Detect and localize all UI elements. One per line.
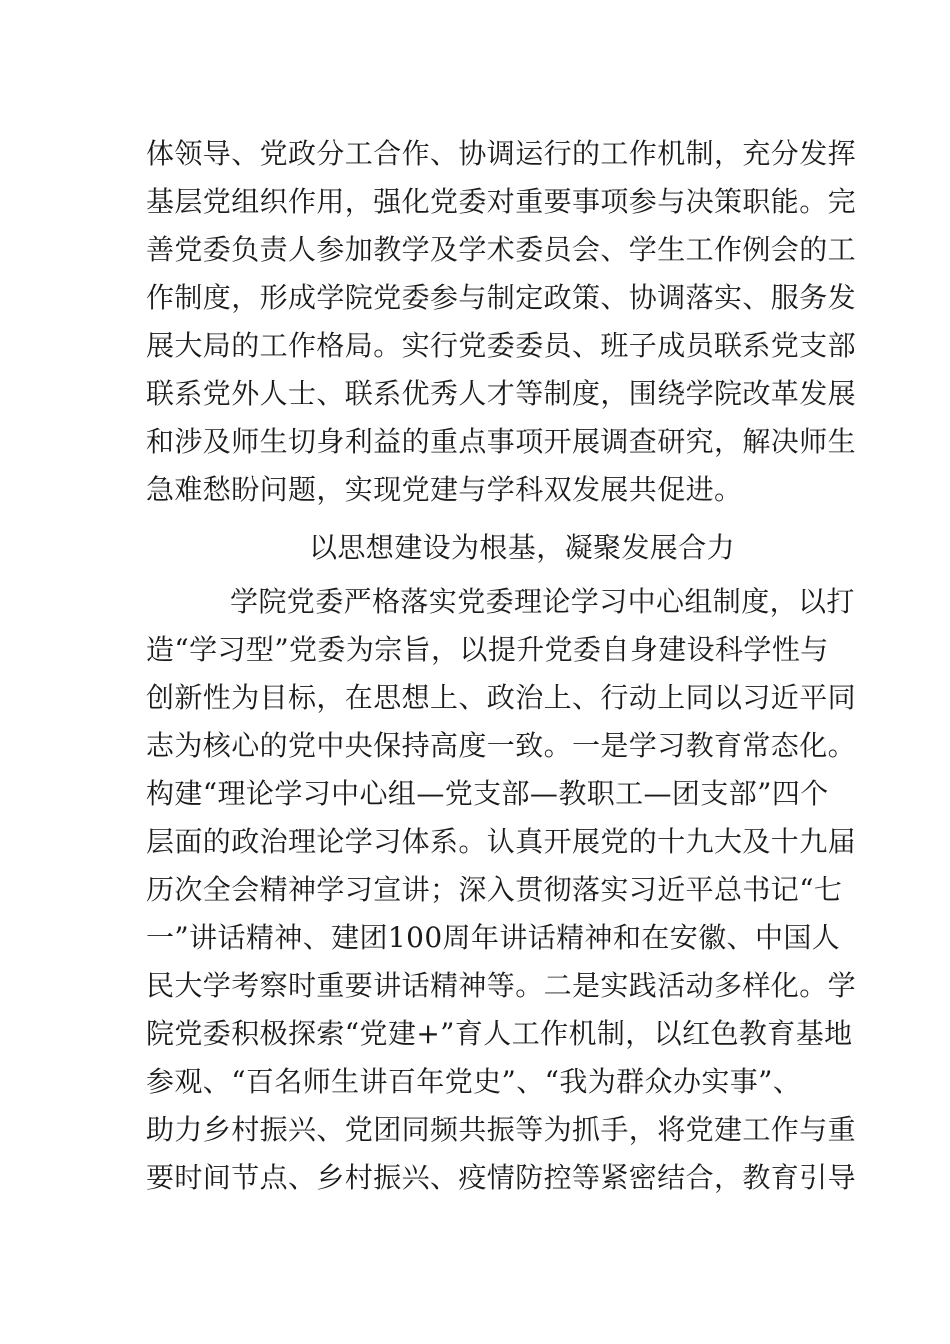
paragraph-line: 参观、“百名师生讲百年党史”、“我为群众办实事”、 [146, 1065, 802, 1098]
paragraph-line: 民大学考察时重要讲话精神等。二是实践活动多样化。学 [146, 969, 857, 1002]
section-heading: 以思想建设为根基，凝聚发展合力 [309, 531, 736, 564]
paragraph-line: 创新性为目标，在思想上、政治上、行动上同以习近平同 [146, 681, 857, 714]
paragraph-line: 助力乡村振兴、党团同频共振等为抓手，将党建工作与重 [146, 1113, 857, 1146]
paragraph-line: 院党委积极探索“党建+”育人工作机制，以红色教育基地 [146, 1017, 853, 1050]
paragraph-line: 学院党委严格落实党委理论学习中心组制度，以打 [230, 585, 855, 618]
paragraph-line: 一”讲话精神、建团100周年讲话精神和在安徽、中国人 [146, 921, 841, 954]
paragraph-line: 构建“理论学习中心组—党支部—教职工—团支部”四个 [146, 777, 829, 810]
paragraph-line: 作制度，形成学院党委参与制定政策、协调落实、服务发 [146, 281, 857, 314]
paragraph-line: 展大局的工作格局。实行党委委员、班子成员联系党支部 [146, 329, 857, 362]
paragraph-line: 体领导、党政分工合作、协调运行的工作机制，充分发挥 [146, 137, 857, 170]
paragraph-line: 善党委负责人参加教学及学术委员会、学生工作例会的工 [146, 233, 857, 266]
paragraph-line: 急难愁盼问题，实现党建与学科双发展共促进。 [146, 473, 743, 506]
paragraph-line: 基层党组织作用，强化党委对重要事项参与决策职能。完 [146, 185, 857, 218]
paragraph-line: 要时间节点、乡村振兴、疫情防控等紧密结合，教育引导 [146, 1161, 857, 1194]
paragraph-line: 历次全会精神学习宣讲；深入贯彻落实习近平总书记“七 [146, 873, 843, 906]
paragraph-line: 层面的政治理论学习体系。认真开展党的十九大及十九届 [146, 825, 857, 858]
paragraph-line: 造“学习型”党委为宗旨，以提升党委自身建设科学性与 [146, 633, 829, 666]
paragraph-line: 和涉及师生切身利益的重点事项开展调查研究，解决师生 [146, 425, 857, 458]
paragraph-line: 志为核心的党中央保持高度一致。一是学习教育常态化。 [146, 729, 857, 762]
paragraph-line: 联系党外人士、联系优秀人才等制度，围绕学院改革发展 [146, 377, 857, 410]
